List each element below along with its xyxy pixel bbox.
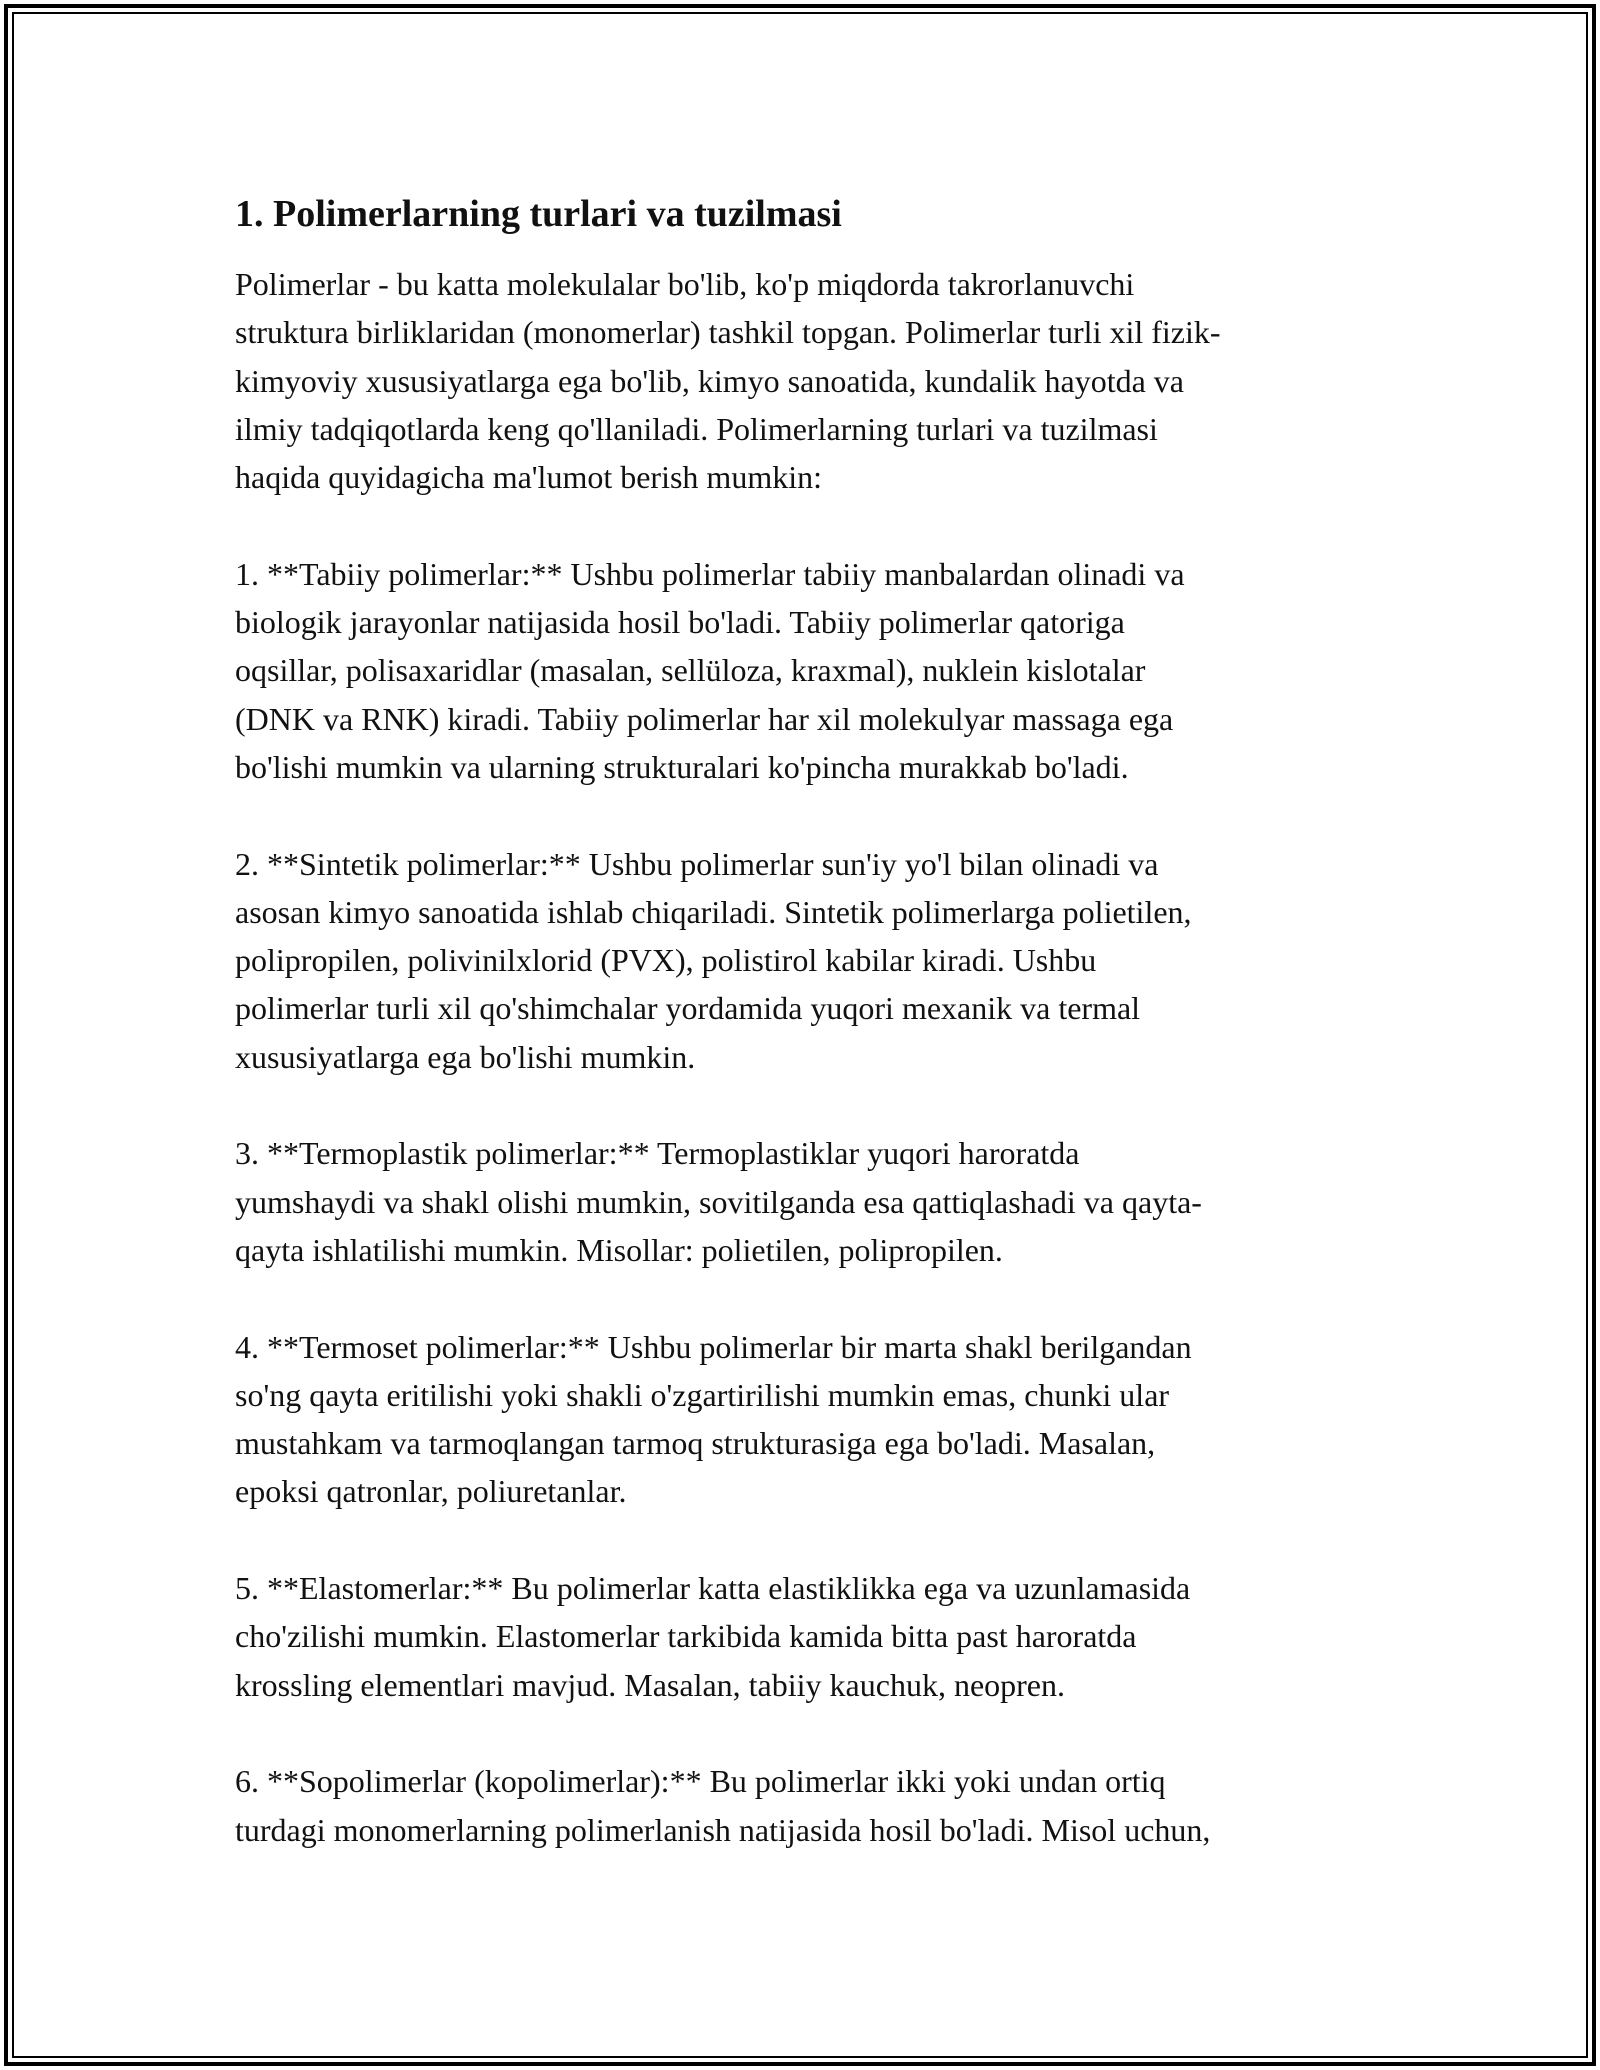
paragraph-thermoset-polymers: 4. **Termoset polimerlar:** Ushbu polimerlar bir marta shakl berilgandan so'ng qayta eritilishi yoki shakli o'zgartirilishi mumkin emas, chunki ular mustahkam va tarmoqlangan tarmoq strukturasiga ega bo'ladi. Masalan, epoksi qatronlar, poliuretanlar. — [235, 1328, 1192, 1510]
paragraph-elastomers: 5. **Elastomerlar:** Bu polimerlar katta elastiklikka ega va uzunlamasida cho'zilishi mumkin. Elastomerlar tarkibida kamida bitta past haroratda krossling elementlari mavjud. Masalan, tabiiy kauchuk, neopren. — [235, 1570, 1191, 1703]
paragraph-synthetic-polymers: 2. **Sintetik polimerlar:** Ushbu polimerlar sun'iy yo'l bilan olinadi va asosan kimyo sanoatida ishlab chiqariladi. Sintetik polimerlarga polietilen, polipropilen, polivinilxlorid (PVX), polistirol kabilar kiradi. Ushbu polimerlar turli xil qo'shimchalar yordamida yuqori mexanik va termal xususiyatlarga ega bo'lishi mumkin. — [235, 845, 1192, 1075]
document-body — [235, 186, 1375, 1902]
paragraph-copolymers: 6. **Sopolimerlar (kopolimerlar):** Bu polimerlar ikki yoki undan ortiq turdagi monomerlarning polimerlanish natijasida hosil bo'ladi. Misol uchun, — [235, 1763, 1211, 1848]
document-title: 1. Polimerlarning turlari va tuzilmasi — [235, 193, 842, 235]
intro-paragraph: Polimerlar - bu katta molekulalar bo'lib, ko'p miqdorda takrorlanuvchi struktura birliklaridan (monomerlar) tashkil topgan. Polimerlar turli xil fizik- kimyoviy xususiyatlarga ega bo'lib, kimyo sanoatida, kundalik hayotda va ilmiy tadqiqotlarda keng qo'llaniladi. Polimerlarning turlari va tuzilmasi haqida quyidagicha ma'lumot berish mumkin: — [235, 266, 1221, 496]
paragraph-thermoplastic-polymers: 3. **Termoplastik polimerlar:** Termoplastiklar yuqori haroratda yumshaydi va shakl olishi mumkin, sovitilganda esa qattiqlashadi va qayta- qayta ishlatilishi mumkin. Misollar: polietilen, polipropilen. — [235, 1135, 1202, 1268]
paragraph-natural-polymers: 1. **Tabiiy polimerlar:** Ushbu polimerlar tabiiy manbalardan olinadi va biologik jarayonlar natijasida hosil bo'ladi. Tabiiy polimerlar qatoriga oqsillar, polisaxaridlar (masalan, sellüloza, kraxmal), nuklein kislotalar (DNK va RNK) kiradi. Tabiiy polimerlar har xil molekulyar massaga ega bo'lishi mumkin va ularning strukturalari ko'pincha murakkab bo'ladi. — [235, 555, 1185, 785]
